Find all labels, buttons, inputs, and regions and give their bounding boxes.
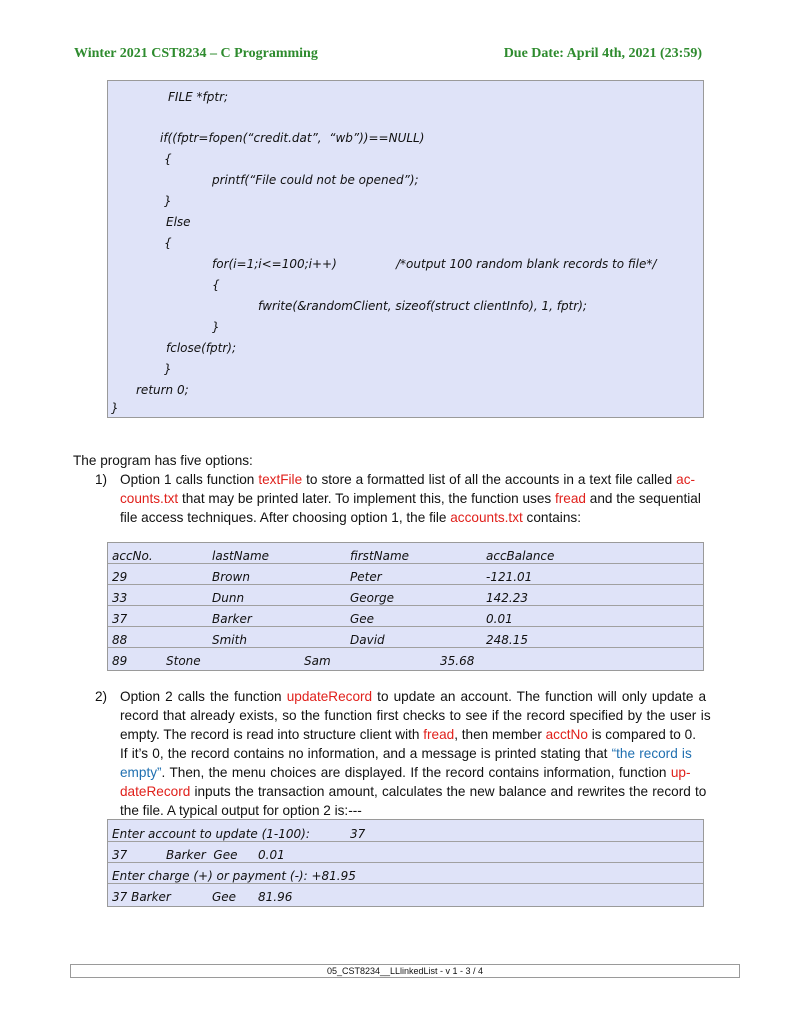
table-cell: 142.23: [486, 591, 528, 605]
table-cell: Gee: [350, 612, 375, 626]
text-run: , then member: [454, 727, 546, 742]
table-cell: Barker: [212, 612, 252, 626]
row-divider: [108, 605, 703, 606]
header-course: Winter 2021 CST8234 – C Programming: [74, 46, 318, 61]
list-number: 2): [95, 689, 108, 704]
row-divider: [108, 841, 703, 842]
output-line: Enter charge (+) or payment (-): +81.95: [112, 869, 356, 883]
code-line: FILE *fptr;: [168, 90, 229, 104]
text-run: If it’s 0, the record contains no information, and a message is printed stating that: [120, 746, 612, 761]
list-number: 1): [95, 472, 108, 487]
code-line: for(i=1;i<=100;i++): [212, 257, 337, 271]
table-cell: Brown: [212, 570, 250, 584]
text-run: is compared to 0.: [587, 727, 696, 742]
row-divider: [108, 647, 703, 648]
member-name: acctNo: [545, 727, 588, 742]
paragraph-line: [120, 763, 691, 782]
function-name: fread: [555, 491, 586, 506]
file-name: accounts.txt: [450, 510, 523, 525]
text-run: file access techniques. After choosing option 1, the file: [120, 510, 451, 525]
table-cell: 37: [112, 612, 128, 626]
file-name: ac-: [676, 472, 696, 487]
table-cell: Peter: [350, 570, 382, 584]
code-line: }: [212, 320, 220, 334]
table-header: accBalance: [486, 549, 555, 563]
text-run: . Then, the menu choices are displayed. If the record contains information, function: [161, 765, 671, 780]
table-header: firstName: [350, 549, 410, 563]
table-cell: 29: [112, 570, 128, 584]
code-line: fwrite(&randomClient, sizeof(struct clientInfo), 1, fptr);: [258, 299, 587, 313]
table-header: lastName: [212, 549, 270, 563]
table-cell: Smith: [212, 633, 247, 647]
message-text: “the record is: [611, 746, 692, 761]
code-line: }: [164, 362, 172, 376]
function-name: updateRecord: [286, 689, 373, 704]
paragraph-line: [120, 508, 581, 527]
paragraph-line: [120, 782, 706, 801]
row-divider: [108, 883, 703, 884]
code-line: }: [164, 194, 172, 208]
option2-output: [107, 819, 704, 907]
text-run: to store a formatted list of all the accounts in a text file called: [302, 472, 677, 487]
code-line: if((fptr=fopen(“credit.dat”, “wb”))==NULL): [160, 131, 425, 145]
text-run: that may be printed later. To implement this, the function uses: [178, 491, 555, 506]
text-run: contains:: [522, 510, 581, 525]
output-value: 0.01: [258, 848, 285, 862]
function-name: dateRecord: [120, 784, 191, 799]
table-cell: 248.15: [486, 633, 528, 647]
row-divider: [108, 862, 703, 863]
code-line: {: [212, 278, 220, 292]
output-value: 37: [350, 827, 366, 841]
text-run: empty. The record is read into structure client with: [120, 727, 424, 742]
function-name: up-: [670, 765, 691, 780]
paragraph-line: [120, 687, 706, 706]
text-run: and the sequential: [585, 491, 701, 506]
code-line: {: [164, 152, 172, 166]
table-cell: Dunn: [212, 591, 245, 605]
output-value: 37: [112, 848, 128, 862]
file-name: counts.txt: [120, 491, 179, 506]
page-footer: 05_CST8234__LLlinkedList - v 1 - 3 / 4: [70, 964, 740, 978]
intro-text: The program has five options:: [73, 453, 253, 468]
code-comment: /*output 100 random blank records to file*/: [396, 257, 657, 271]
table-cell: -121.01: [486, 570, 533, 584]
code-line: Else: [166, 215, 191, 229]
row-divider: [108, 584, 703, 585]
code-block-file-init: [107, 80, 704, 418]
table-cell: 33: [112, 591, 128, 605]
text-run: Option 2 calls the function: [120, 689, 287, 704]
paragraph-line: [120, 744, 692, 763]
output-value: 37 Barker: [112, 890, 171, 904]
table-cell: 88: [112, 633, 128, 647]
table-cell: 35.68: [440, 654, 475, 668]
paragraph-line: [120, 489, 701, 508]
text-run: to update an account. The function will only update a: [372, 689, 707, 704]
code-line: }: [111, 401, 119, 415]
output-value: Gee: [212, 890, 237, 904]
output-value: Barker Gee: [166, 848, 238, 862]
table-cell: 0.01: [486, 612, 513, 626]
table-cell: David: [350, 633, 385, 647]
output-line: Enter account to update (1-100):: [112, 827, 310, 841]
code-line: {: [164, 236, 172, 250]
code-line: fclose(fptr);: [166, 341, 237, 355]
accounts-table: [107, 542, 704, 671]
function-name: fread: [423, 727, 455, 742]
message-text: empty”: [120, 765, 162, 780]
header-due-date: Due Date: April 4th, 2021 (23:59): [503, 46, 702, 61]
text-run: inputs the transaction amount, calculates the new balance and rewrites the record to: [190, 784, 707, 799]
text-run: Option 1 calls function: [120, 472, 259, 487]
paragraph-line: the file. A typical output for option 2 is:---: [120, 803, 362, 818]
row-divider: [108, 563, 703, 564]
output-value: 81.96: [258, 890, 293, 904]
code-line: printf(“File could not be opened”);: [212, 173, 419, 187]
table-header: accNo.: [112, 549, 153, 563]
code-line: return 0;: [136, 383, 189, 397]
row-divider: [108, 626, 703, 627]
table-cell: Sam: [304, 654, 331, 668]
paragraph-line: record that already exists, so the function first checks to see if the record specified by the user is: [120, 708, 711, 723]
paragraph-line: [120, 725, 696, 744]
paragraph-line: [120, 470, 695, 489]
table-cell: George: [350, 591, 394, 605]
table-cell: 89: [112, 654, 128, 668]
function-name: textFile: [258, 472, 303, 487]
table-cell: Stone: [166, 654, 201, 668]
